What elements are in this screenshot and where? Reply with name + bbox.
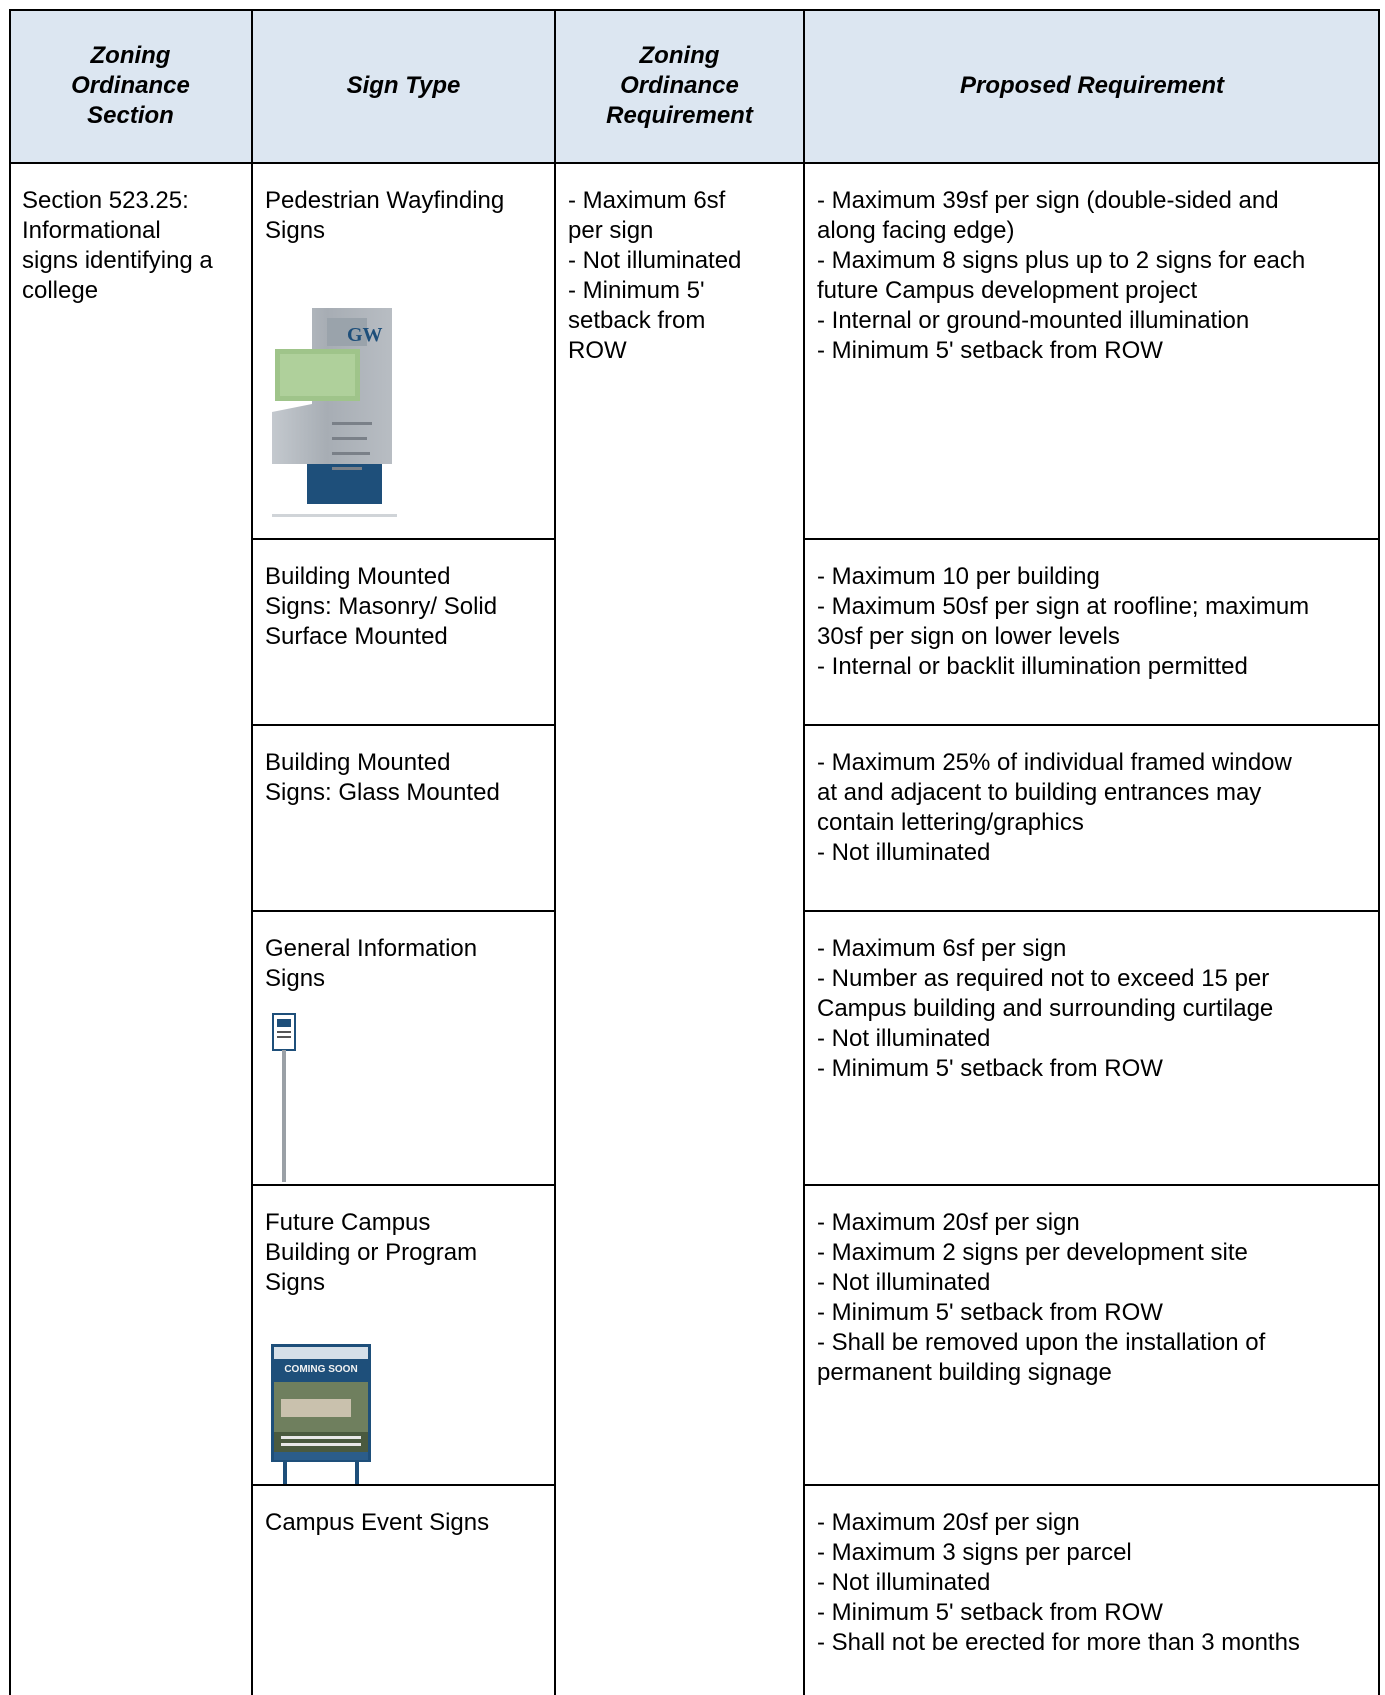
header-text: Section <box>87 102 174 129</box>
proposed-requirement-text: - Internal or ground-mounted illumination <box>817 307 1250 334</box>
general-information-sign-image <box>271 1012 301 1182</box>
proposed-requirement-text: - Maximum 10 per building <box>817 563 1100 590</box>
row-divider <box>804 724 1380 726</box>
header-zoning-section <box>9 9 252 163</box>
future-banner-title: COMING SOON <box>284 1364 358 1375</box>
proposed-requirement-text: 30sf per sign on lower levels <box>817 623 1120 650</box>
section-text: Section 523.25: <box>22 187 189 214</box>
section-text: Informational <box>22 217 161 244</box>
column-divider <box>554 9 556 1695</box>
border-left <box>9 9 11 1695</box>
proposed-requirement-text: - Maximum 20sf per sign <box>817 1209 1080 1236</box>
row-divider <box>252 1484 555 1486</box>
row-divider <box>252 538 555 540</box>
section-cell <box>9 163 252 306</box>
sign-type-cell <box>252 725 555 808</box>
proposed-requirement-text: - Not illuminated <box>817 1569 991 1596</box>
column-divider <box>803 9 805 1695</box>
proposed-requirement-text: - Internal or backlit illumination permitted <box>817 653 1248 680</box>
proposed-cell <box>804 911 1380 1084</box>
proposed-requirement-text: - Not illuminated <box>817 1025 991 1052</box>
proposed-requirement-text: - Maximum 50sf per sign at roofline; maximum <box>817 593 1310 620</box>
sign-type-text: General Information <box>265 935 478 962</box>
proposed-requirement-text: - Maximum 20sf per sign <box>817 1509 1080 1536</box>
zoning-requirement-text: per sign <box>568 217 654 244</box>
sign-type-text: Building Mounted <box>265 749 451 776</box>
sign-type-text: Signs <box>265 1269 326 1296</box>
header-text: Requirement <box>606 102 753 129</box>
sign-type-cell <box>252 1185 555 1298</box>
sign-type-text: Pedestrian Wayfinding <box>265 187 505 214</box>
proposed-requirement-text: permanent building signage <box>817 1359 1112 1386</box>
zoning-requirement-text: - Not illuminated <box>568 247 742 274</box>
proposed-requirement-text: - Maximum 25% of individual framed window <box>817 749 1292 776</box>
sign-type-text: Signs: Masonry/ Solid <box>265 593 498 620</box>
proposed-cell <box>804 1185 1380 1388</box>
zoning-requirement-text: setback from <box>568 307 706 334</box>
sign-type-text: Signs: Glass Mounted <box>265 779 500 806</box>
sign-type-text: Signs <box>265 965 326 992</box>
proposed-requirement-text: - Maximum 6sf per sign <box>817 935 1067 962</box>
header-text: Sign Type <box>346 72 461 99</box>
sign-type-text: Future Campus <box>265 1209 431 1236</box>
proposed-requirement-text: - Number as required not to exceed 15 per <box>817 965 1270 992</box>
proposed-requirement-text: - Shall not be erected for more than 3 months <box>817 1629 1300 1656</box>
sign-type-text: Building or Program <box>265 1239 478 1266</box>
border-top <box>9 9 1380 11</box>
proposed-requirement-text: - Maximum 8 signs plus up to 2 signs for each <box>817 247 1306 274</box>
zoning-requirement-text: - Minimum 5' <box>568 277 705 304</box>
proposed-requirement-text: - Not illuminated <box>817 839 991 866</box>
proposed-requirement-text: along facing edge) <box>817 217 1015 244</box>
header-text: Proposed Requirement <box>959 72 1225 99</box>
row-divider <box>252 910 555 912</box>
sign-type-cell <box>252 539 555 652</box>
sign-type-cell <box>252 911 555 994</box>
proposed-cell <box>804 1485 1380 1658</box>
zoning-requirement-text: - Maximum 6sf <box>568 187 726 214</box>
proposed-cell <box>804 725 1380 868</box>
header-proposed-requirement <box>804 9 1380 163</box>
header-text: Ordinance <box>620 72 739 99</box>
wayfinding-logo: GW <box>347 324 383 346</box>
border-right <box>1378 9 1380 1695</box>
section-text: college <box>22 277 99 304</box>
proposed-requirement-text: - Maximum 2 signs per development site <box>817 1239 1248 1266</box>
sign-type-cell <box>252 163 555 246</box>
border-header-bottom <box>9 162 1380 164</box>
header-sign-type <box>252 9 555 163</box>
header-text: Zoning <box>639 42 720 69</box>
proposed-requirement-text: - Maximum 39sf per sign (double-sided and <box>817 187 1279 214</box>
proposed-requirement-text: Campus building and surrounding curtilage <box>817 995 1274 1022</box>
sign-type-cell <box>252 1485 555 1538</box>
row-divider <box>252 724 555 726</box>
proposed-requirement-text: contain lettering/graphics <box>817 809 1084 836</box>
header-text: Zoning <box>90 42 171 69</box>
column-divider <box>251 9 253 1695</box>
proposed-requirement-text: future Campus development project <box>817 277 1198 304</box>
proposed-requirement-text: - Minimum 5' setback from ROW <box>817 1299 1163 1326</box>
wayfinding-sign-image <box>272 294 402 519</box>
proposed-requirement-text: at and adjacent to building entrances may <box>817 779 1262 806</box>
row-divider <box>252 1184 555 1186</box>
sign-type-text: Signs <box>265 217 326 244</box>
proposed-requirement-text: - Not illuminated <box>817 1269 991 1296</box>
row-divider <box>804 1184 1380 1186</box>
proposed-cell <box>804 163 1380 366</box>
proposed-requirement-text: - Minimum 5' setback from ROW <box>817 1599 1163 1626</box>
proposed-requirement-text: - Maximum 3 signs per parcel <box>817 1539 1132 1566</box>
sign-type-text: Surface Mounted <box>265 623 448 650</box>
row-divider <box>804 538 1380 540</box>
sign-type-text: Building Mounted <box>265 563 451 590</box>
header-text: Ordinance <box>71 72 190 99</box>
proposed-cell <box>804 539 1380 682</box>
section-text: signs identifying a <box>22 247 213 274</box>
row-divider <box>804 1484 1380 1486</box>
zoning-requirement-text: ROW <box>568 337 627 364</box>
future-campus-sign-image <box>271 1344 381 1485</box>
proposed-requirement-text: - Shall be removed upon the installation of <box>817 1329 1266 1356</box>
sign-type-text: Campus Event Signs <box>265 1509 490 1536</box>
header-zoning-requirement <box>555 9 804 163</box>
row-divider <box>804 910 1380 912</box>
proposed-requirement-text: - Minimum 5' setback from ROW <box>817 1055 1163 1082</box>
signage-requirements-table <box>9 9 1380 1695</box>
proposed-requirement-text: - Minimum 5' setback from ROW <box>817 337 1163 364</box>
zoning-requirement-cell <box>555 163 804 366</box>
